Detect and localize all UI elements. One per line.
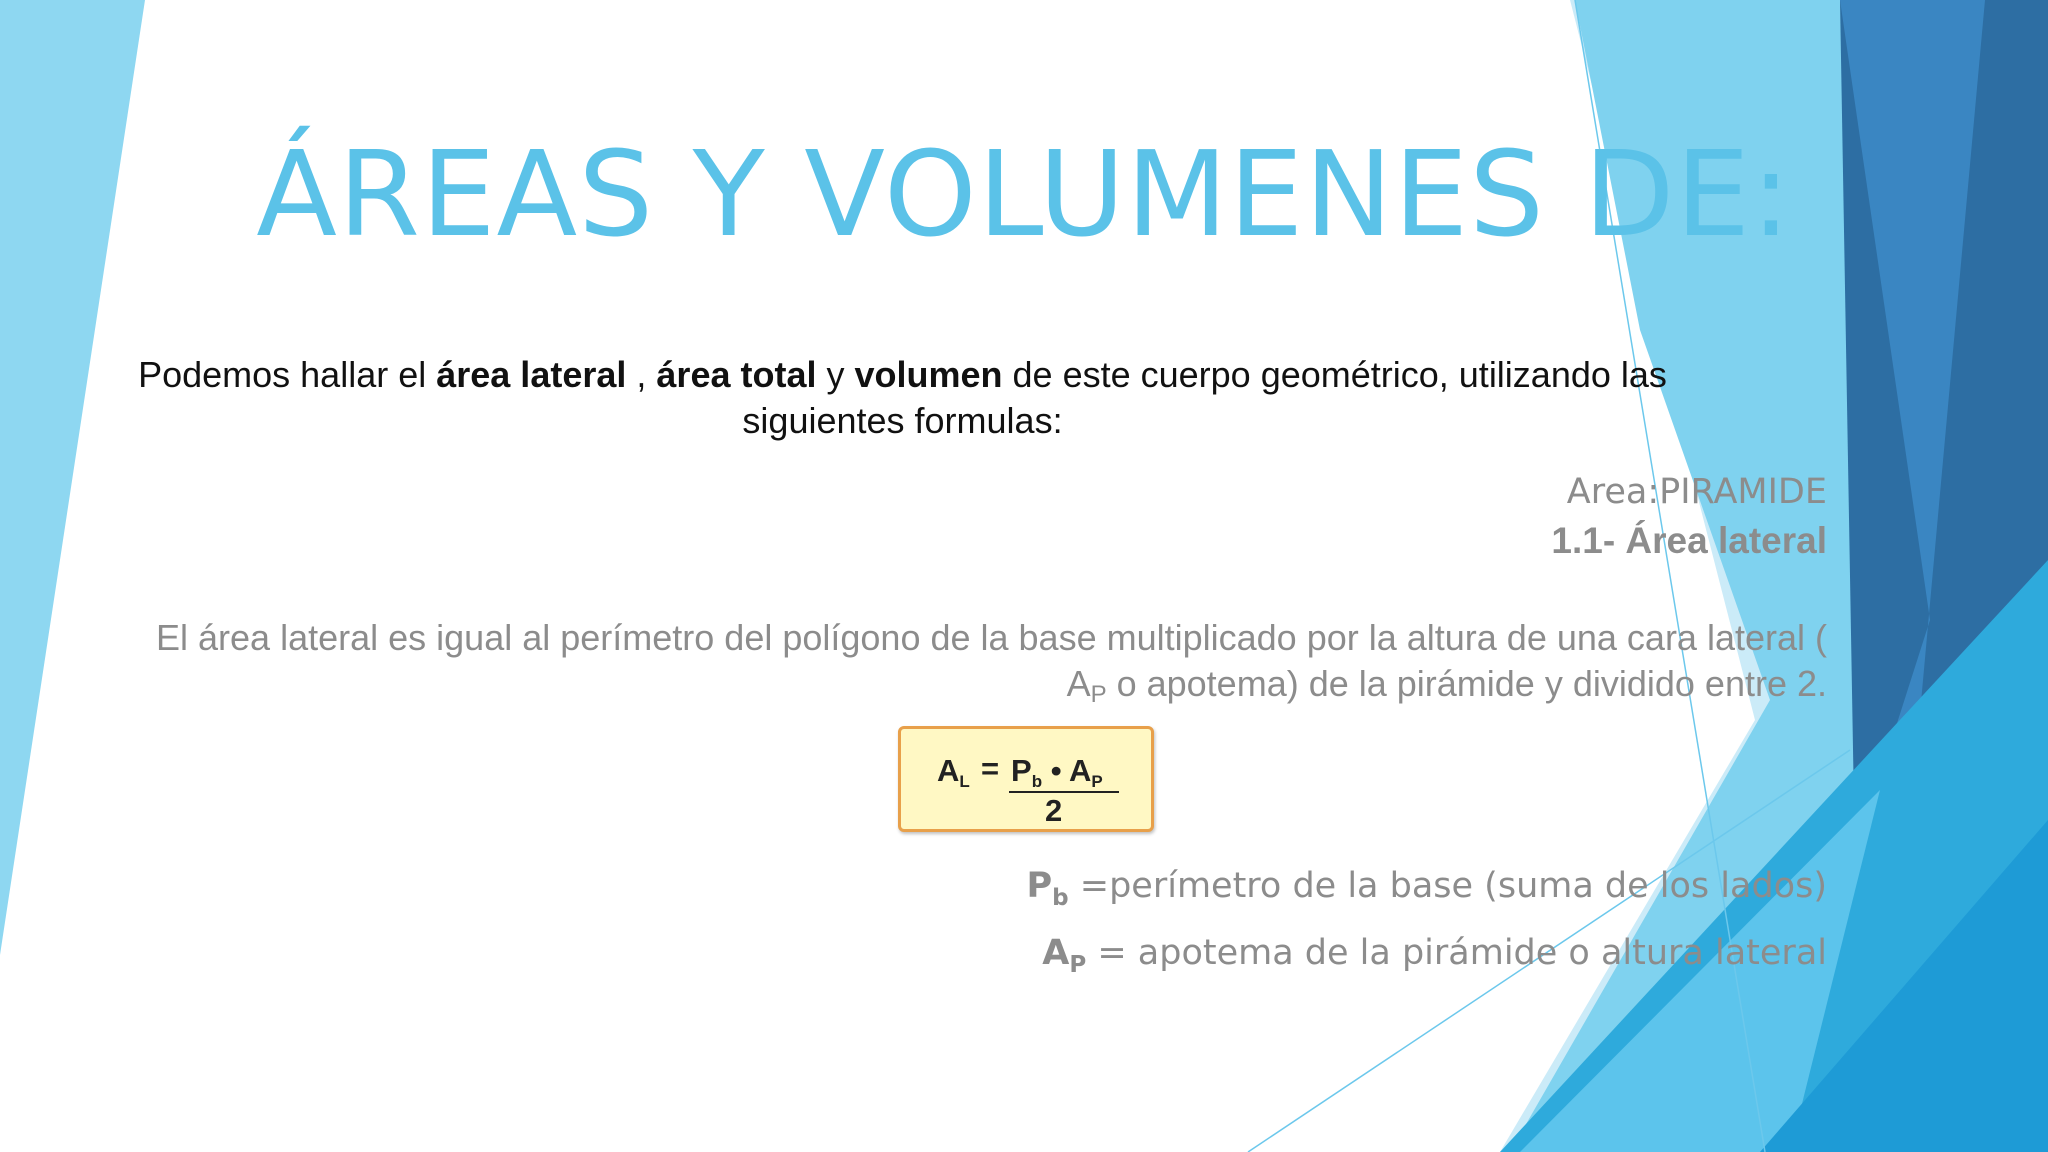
intro-text-2: ,	[626, 354, 657, 395]
description-paragraph	[150, 615, 1827, 718]
formula-num-p-sub: b	[1031, 772, 1043, 791]
formula-num-a-sub: P	[1091, 772, 1103, 791]
intro-bold-volumen: volumen	[854, 354, 1003, 395]
formula-box	[898, 726, 1154, 832]
description-text-2: o apotema) de la pirámide y dividido entre 2.	[1106, 663, 1827, 704]
intro-text-1: Podemos hallar el	[138, 354, 437, 395]
definition-ap	[1042, 933, 1827, 978]
formula-num-a: A	[1069, 753, 1092, 788]
definition-pb-text: =perímetro de la base (suma de los lados)	[1068, 866, 1827, 906]
formula-num-p: P	[1011, 753, 1032, 788]
definition-ap-sub: P	[1069, 952, 1087, 978]
intro-bold-area-lateral: área lateral	[436, 354, 627, 395]
formula-fraction-bar	[1009, 791, 1119, 793]
description-text-1: El área lateral es igual al perímetro del polígono de la base multiplicado por la altura de una cara lateral ( A	[156, 617, 1827, 704]
definition-ap-text: = apotema de la pirámide o altura lateral	[1086, 933, 1827, 973]
slide-title: ÁREAS Y VOLUMENES DE:	[256, 125, 1792, 263]
section-heading: 1.1- Área lateral	[1551, 520, 1827, 561]
intro-text-4: de este cuerpo geométrico, utilizando las siguientes formulas:	[742, 354, 1667, 441]
definition-ap-symbol: A	[1042, 933, 1070, 973]
formula-lhs	[937, 753, 970, 792]
description-subscript: P	[1090, 681, 1107, 708]
formula-lhs-symbol: A	[937, 753, 960, 788]
formula-equals: =	[981, 751, 1000, 786]
intro-text-3: y	[816, 354, 855, 395]
section-label: Area:PIRAMIDE	[1566, 472, 1827, 512]
formula-dot: •	[1042, 753, 1070, 788]
intro-bold-area-total: área total	[656, 354, 817, 395]
formula-lhs-sub: L	[959, 772, 970, 791]
definition-pb-sub: b	[1052, 885, 1069, 911]
intro-paragraph	[60, 352, 1745, 444]
formula-denominator: 2	[1045, 793, 1063, 828]
formula-numerator	[1011, 753, 1103, 792]
definition-pb	[1027, 866, 1828, 911]
definition-pb-symbol: P	[1026, 866, 1053, 906]
